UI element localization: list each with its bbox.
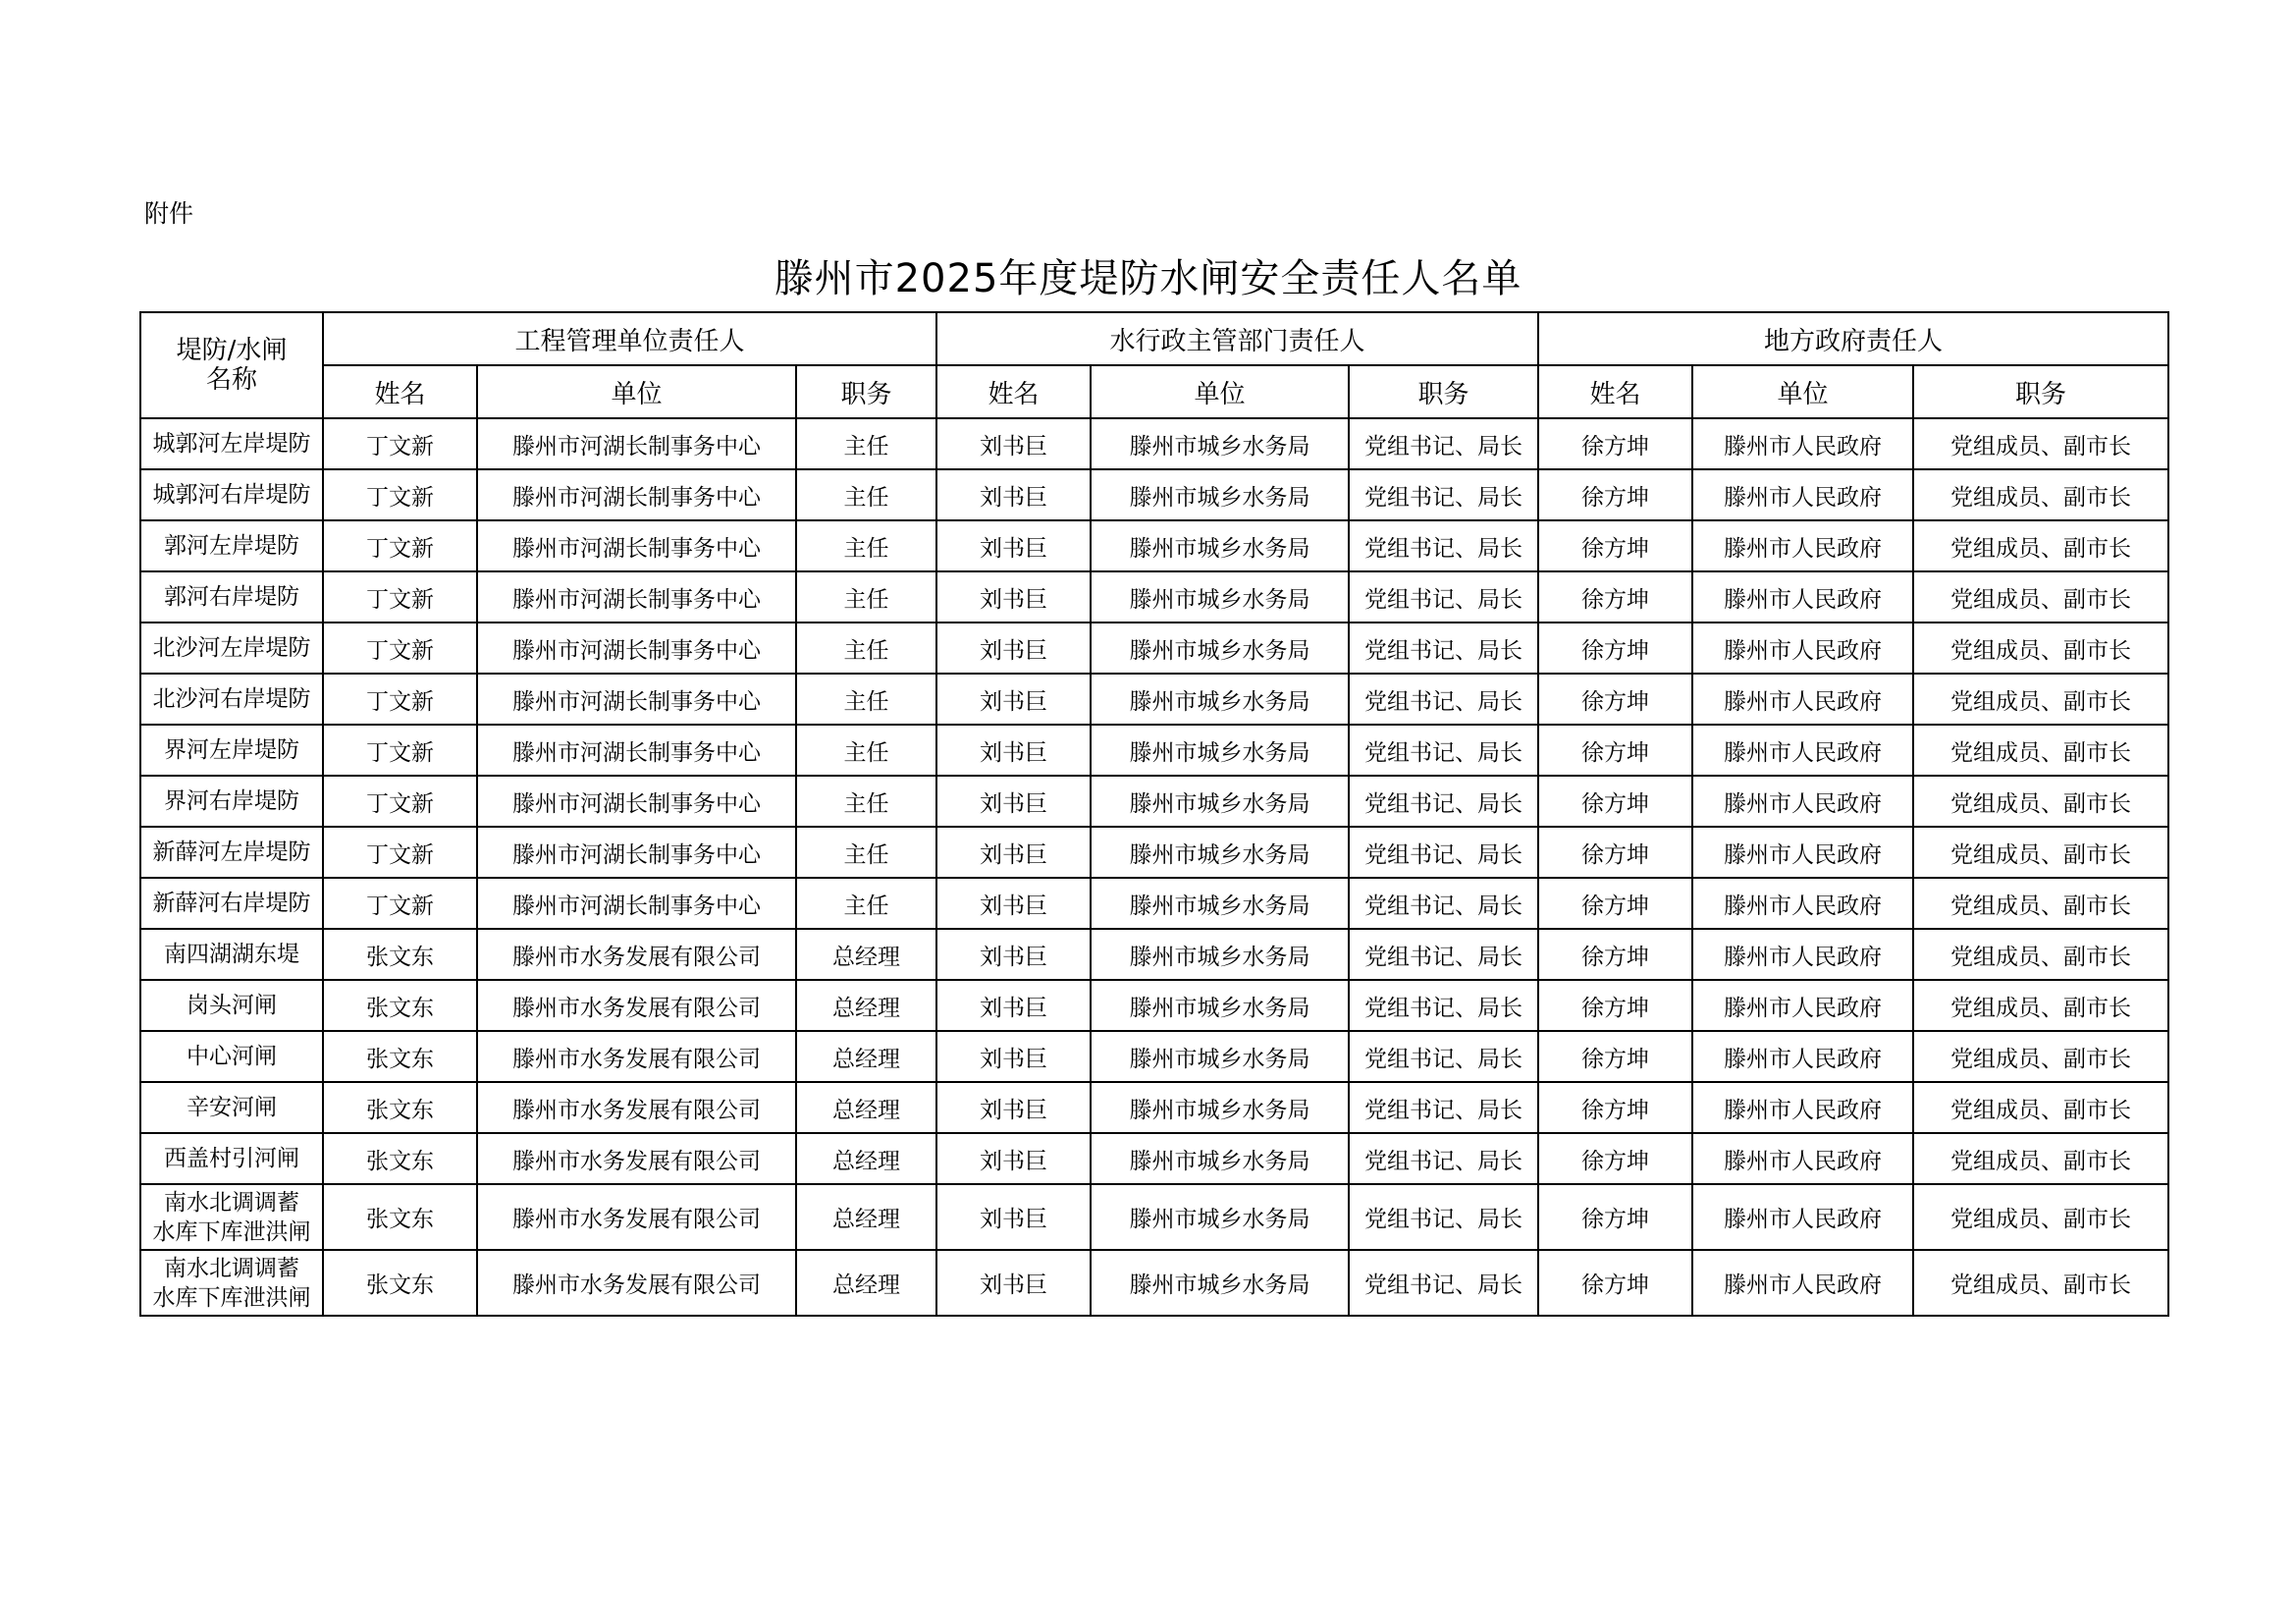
table-row (140, 571, 2168, 623)
table-row (140, 469, 2168, 520)
facility-name-line: 中心河闸 (187, 1044, 277, 1069)
attachment-label: 附件 (144, 199, 194, 228)
cell-facility-name (140, 1082, 323, 1133)
cell-mgmt-person: 张文东 (323, 1082, 477, 1133)
cell-authority-position: 党组书记、局长 (1349, 674, 1538, 725)
cell-authority-unit: 滕州市城乡水务局 (1091, 725, 1349, 776)
cell-gov-position: 党组成员、副市长 (1913, 929, 2168, 980)
cell-authority-position: 党组书记、局长 (1349, 878, 1538, 929)
cell-mgmt-position: 主任 (796, 878, 936, 929)
cell-mgmt-position: 总经理 (796, 1184, 936, 1250)
cell-gov-position: 党组成员、副市长 (1913, 1082, 2168, 1133)
table-body (140, 418, 2168, 1316)
table-row (140, 1082, 2168, 1133)
header-group-local-government: 地方政府责任人 (1538, 312, 2168, 365)
cell-mgmt-position: 主任 (796, 520, 936, 571)
cell-gov-person: 徐方坤 (1538, 929, 1692, 980)
cell-authority-person: 刘书巨 (936, 776, 1091, 827)
cell-authority-position: 党组书记、局长 (1349, 929, 1538, 980)
table-row (140, 980, 2168, 1031)
cell-facility-name (140, 827, 323, 878)
cell-gov-position: 党组成员、副市长 (1913, 571, 2168, 623)
cell-authority-person: 刘书巨 (936, 571, 1091, 623)
cell-mgmt-person: 丁文新 (323, 725, 477, 776)
cell-authority-unit: 滕州市城乡水务局 (1091, 1031, 1349, 1082)
cell-authority-position: 党组书记、局长 (1349, 827, 1538, 878)
cell-mgmt-person: 丁文新 (323, 469, 477, 520)
cell-authority-person: 刘书巨 (936, 469, 1091, 520)
cell-mgmt-position: 主任 (796, 571, 936, 623)
cell-gov-unit: 滕州市人民政府 (1692, 725, 1913, 776)
cell-gov-position: 党组成员、副市长 (1913, 674, 2168, 725)
cell-facility-name (140, 571, 323, 623)
cell-mgmt-person: 张文东 (323, 1031, 477, 1082)
table-row (140, 623, 2168, 674)
cell-mgmt-unit: 滕州市河湖长制事务中心 (477, 520, 796, 571)
cell-authority-person: 刘书巨 (936, 1250, 1091, 1316)
cell-authority-person: 刘书巨 (936, 1184, 1091, 1250)
cell-mgmt-person: 张文东 (323, 929, 477, 980)
cell-mgmt-person: 丁文新 (323, 776, 477, 827)
header-row-sub (140, 365, 2168, 418)
cell-facility-name (140, 418, 323, 469)
cell-authority-person: 刘书巨 (936, 418, 1091, 469)
cell-mgmt-person: 丁文新 (323, 418, 477, 469)
cell-facility-name (140, 520, 323, 571)
cell-facility-name (140, 1031, 323, 1082)
cell-mgmt-person: 张文东 (323, 1133, 477, 1184)
facility-name-line: 水库下库泄洪闸 (152, 1218, 311, 1245)
cell-authority-position: 党组书记、局长 (1349, 1250, 1538, 1316)
cell-gov-person: 徐方坤 (1538, 725, 1692, 776)
cell-mgmt-unit: 滕州市水务发展有限公司 (477, 1250, 796, 1316)
cell-authority-position: 党组书记、局长 (1349, 571, 1538, 623)
table-row (140, 1184, 2168, 1250)
cell-gov-unit: 滕州市人民政府 (1692, 674, 1913, 725)
cell-mgmt-position: 主任 (796, 827, 936, 878)
facility-name-line: 北沙河左岸堤防 (152, 635, 311, 661)
cell-gov-person: 徐方坤 (1538, 1133, 1692, 1184)
table-row (140, 929, 2168, 980)
cell-mgmt-position: 总经理 (796, 980, 936, 1031)
cell-authority-position: 党组书记、局长 (1349, 520, 1538, 571)
cell-authority-unit: 滕州市城乡水务局 (1091, 418, 1349, 469)
cell-mgmt-unit: 滕州市水务发展有限公司 (477, 980, 796, 1031)
cell-gov-position: 党组成员、副市长 (1913, 878, 2168, 929)
cell-facility-name (140, 980, 323, 1031)
table-row (140, 520, 2168, 571)
cell-authority-unit: 滕州市城乡水务局 (1091, 623, 1349, 674)
cell-gov-position: 党组成员、副市长 (1913, 1184, 2168, 1250)
cell-mgmt-person: 丁文新 (323, 674, 477, 725)
cell-gov-person: 徐方坤 (1538, 623, 1692, 674)
cell-authority-unit: 滕州市城乡水务局 (1091, 929, 1349, 980)
cell-mgmt-unit: 滕州市水务发展有限公司 (477, 1082, 796, 1133)
cell-gov-unit: 滕州市人民政府 (1692, 469, 1913, 520)
responsibility-table (139, 311, 2169, 1317)
cell-authority-position: 党组书记、局长 (1349, 469, 1538, 520)
cell-authority-unit: 滕州市城乡水务局 (1091, 571, 1349, 623)
cell-gov-unit: 滕州市人民政府 (1692, 776, 1913, 827)
cell-authority-unit: 滕州市城乡水务局 (1091, 1250, 1349, 1316)
cell-gov-person: 徐方坤 (1538, 878, 1692, 929)
cell-gov-unit: 滕州市人民政府 (1692, 1250, 1913, 1316)
cell-facility-name (140, 1133, 323, 1184)
cell-gov-position: 党组成员、副市长 (1913, 1250, 2168, 1316)
cell-facility-name (140, 674, 323, 725)
cell-gov-person: 徐方坤 (1538, 1250, 1692, 1316)
cell-gov-person: 徐方坤 (1538, 520, 1692, 571)
cell-mgmt-position: 主任 (796, 725, 936, 776)
facility-name-line: 水库下库泄洪闸 (152, 1284, 311, 1311)
cell-authority-position: 党组书记、局长 (1349, 1184, 1538, 1250)
facility-name-line: 西盖村引河闸 (164, 1146, 299, 1171)
cell-gov-person: 徐方坤 (1538, 469, 1692, 520)
cell-gov-unit: 滕州市人民政府 (1692, 418, 1913, 469)
cell-gov-position: 党组成员、副市长 (1913, 980, 2168, 1031)
facility-name-line: 南水北调调蓄 (164, 1189, 299, 1216)
cell-mgmt-position: 主任 (796, 623, 936, 674)
cell-authority-position: 党组书记、局长 (1349, 623, 1538, 674)
cell-mgmt-position: 主任 (796, 469, 936, 520)
cell-mgmt-unit: 滕州市河湖长制事务中心 (477, 827, 796, 878)
cell-authority-person: 刘书巨 (936, 1133, 1091, 1184)
cell-gov-unit: 滕州市人民政府 (1692, 520, 1913, 571)
cell-gov-position: 党组成员、副市长 (1913, 1031, 2168, 1082)
cell-mgmt-position: 主任 (796, 674, 936, 725)
cell-facility-name (140, 929, 323, 980)
table-row (140, 1133, 2168, 1184)
cell-authority-person: 刘书巨 (936, 1082, 1091, 1133)
cell-mgmt-unit: 滕州市河湖长制事务中心 (477, 418, 796, 469)
table-row (140, 878, 2168, 929)
cell-gov-unit: 滕州市人民政府 (1692, 1031, 1913, 1082)
table-row (140, 1250, 2168, 1316)
cell-gov-position: 党组成员、副市长 (1913, 418, 2168, 469)
facility-name-line: 北沙河右岸堤防 (152, 686, 311, 712)
facility-name-line: 界河右岸堤防 (164, 788, 299, 814)
cell-gov-person: 徐方坤 (1538, 980, 1692, 1031)
header-sub-position: 职务 (796, 365, 936, 418)
facility-name-line: 城郭河右岸堤防 (152, 482, 311, 508)
header-row-groups (140, 312, 2168, 365)
cell-authority-unit: 滕州市城乡水务局 (1091, 1133, 1349, 1184)
cell-mgmt-person: 张文东 (323, 980, 477, 1031)
cell-authority-unit: 滕州市城乡水务局 (1091, 674, 1349, 725)
cell-authority-position: 党组书记、局长 (1349, 1133, 1538, 1184)
facility-name-line: 新薛河左岸堤防 (152, 839, 311, 865)
facility-name-line: 郭河左岸堤防 (164, 533, 299, 559)
cell-mgmt-person: 张文东 (323, 1184, 477, 1250)
table-row (140, 776, 2168, 827)
cell-mgmt-person: 张文东 (323, 1250, 477, 1316)
cell-authority-unit: 滕州市城乡水务局 (1091, 1082, 1349, 1133)
cell-authority-person: 刘书巨 (936, 827, 1091, 878)
cell-authority-position: 党组书记、局长 (1349, 418, 1538, 469)
cell-authority-position: 党组书记、局长 (1349, 1082, 1538, 1133)
cell-authority-person: 刘书巨 (936, 623, 1091, 674)
cell-mgmt-unit: 滕州市河湖长制事务中心 (477, 623, 796, 674)
cell-mgmt-position: 总经理 (796, 929, 936, 980)
cell-gov-position: 党组成员、副市长 (1913, 725, 2168, 776)
cell-gov-unit: 滕州市人民政府 (1692, 1133, 1913, 1184)
cell-mgmt-position: 总经理 (796, 1250, 936, 1316)
facility-name-line: 新薛河右岸堤防 (152, 891, 311, 916)
header-sub-position: 职务 (1913, 365, 2168, 418)
cell-authority-unit: 滕州市城乡水务局 (1091, 469, 1349, 520)
facility-name-line: 南四湖湖东堤 (164, 942, 299, 967)
header-sub-unit: 单位 (1692, 365, 1913, 418)
header-sub-name: 姓名 (1538, 365, 1692, 418)
cell-gov-person: 徐方坤 (1538, 571, 1692, 623)
cell-facility-name (140, 1250, 323, 1316)
cell-authority-person: 刘书巨 (936, 929, 1091, 980)
cell-mgmt-unit: 滕州市河湖长制事务中心 (477, 878, 796, 929)
cell-mgmt-person: 丁文新 (323, 878, 477, 929)
cell-authority-unit: 滕州市城乡水务局 (1091, 827, 1349, 878)
cell-mgmt-position: 总经理 (796, 1082, 936, 1133)
cell-mgmt-position: 主任 (796, 418, 936, 469)
cell-gov-unit: 滕州市人民政府 (1692, 1082, 1913, 1133)
cell-authority-unit: 滕州市城乡水务局 (1091, 878, 1349, 929)
cell-mgmt-unit: 滕州市水务发展有限公司 (477, 929, 796, 980)
cell-authority-unit: 滕州市城乡水务局 (1091, 1184, 1349, 1250)
cell-facility-name (140, 776, 323, 827)
cell-mgmt-unit: 滕州市河湖长制事务中心 (477, 725, 796, 776)
cell-authority-person: 刘书巨 (936, 980, 1091, 1031)
cell-gov-person: 徐方坤 (1538, 1082, 1692, 1133)
cell-mgmt-unit: 滕州市水务发展有限公司 (477, 1184, 796, 1250)
cell-gov-person: 徐方坤 (1538, 827, 1692, 878)
cell-authority-person: 刘书巨 (936, 878, 1091, 929)
header-sub-name: 姓名 (323, 365, 477, 418)
header-group-management-unit: 工程管理单位责任人 (323, 312, 936, 365)
cell-authority-person: 刘书巨 (936, 520, 1091, 571)
facility-name-line: 城郭河左岸堤防 (152, 431, 311, 457)
cell-mgmt-unit: 滕州市河湖长制事务中心 (477, 776, 796, 827)
header-group-water-authority: 水行政主管部门责任人 (936, 312, 1538, 365)
header-sub-name: 姓名 (936, 365, 1091, 418)
cell-facility-name (140, 725, 323, 776)
facility-name-line: 南水北调调蓄 (164, 1255, 299, 1281)
cell-gov-unit: 滕州市人民政府 (1692, 929, 1913, 980)
table-row (140, 827, 2168, 878)
cell-mgmt-person: 丁文新 (323, 520, 477, 571)
cell-gov-position: 党组成员、副市长 (1913, 827, 2168, 878)
cell-gov-unit: 滕州市人民政府 (1692, 827, 1913, 878)
facility-name-line: 岗头河闸 (187, 993, 277, 1018)
cell-mgmt-unit: 滕州市河湖长制事务中心 (477, 674, 796, 725)
cell-facility-name (140, 878, 323, 929)
header-name-line-2: 名称 (205, 365, 257, 395)
document-title: 滕州市2025年度堤防水闸安全责任人名单 (774, 256, 1522, 301)
cell-gov-person: 徐方坤 (1538, 1184, 1692, 1250)
cell-mgmt-unit: 滕州市河湖长制事务中心 (477, 469, 796, 520)
cell-authority-person: 刘书巨 (936, 1031, 1091, 1082)
cell-authority-unit: 滕州市城乡水务局 (1091, 980, 1349, 1031)
cell-gov-position: 党组成员、副市长 (1913, 520, 2168, 571)
facility-name-line: 辛安河闸 (187, 1095, 277, 1120)
cell-gov-position: 党组成员、副市长 (1913, 623, 2168, 674)
cell-mgmt-position: 主任 (796, 776, 936, 827)
cell-gov-person: 徐方坤 (1538, 776, 1692, 827)
cell-authority-position: 党组书记、局长 (1349, 776, 1538, 827)
cell-facility-name (140, 1184, 323, 1250)
cell-authority-person: 刘书巨 (936, 725, 1091, 776)
header-name-line-1: 堤防/水闸 (176, 336, 288, 365)
cell-mgmt-unit: 滕州市河湖长制事务中心 (477, 571, 796, 623)
header-sub-unit: 单位 (1091, 365, 1349, 418)
cell-gov-unit: 滕州市人民政府 (1692, 980, 1913, 1031)
cell-gov-unit: 滕州市人民政府 (1692, 1184, 1913, 1250)
table-row (140, 725, 2168, 776)
cell-authority-position: 党组书记、局长 (1349, 725, 1538, 776)
cell-gov-position: 党组成员、副市长 (1913, 776, 2168, 827)
header-sub-position: 职务 (1349, 365, 1538, 418)
header-name-column (140, 312, 323, 418)
table-row (140, 674, 2168, 725)
cell-authority-position: 党组书记、局长 (1349, 980, 1538, 1031)
cell-mgmt-unit: 滕州市水务发展有限公司 (477, 1133, 796, 1184)
cell-mgmt-position: 总经理 (796, 1031, 936, 1082)
cell-facility-name (140, 623, 323, 674)
cell-gov-person: 徐方坤 (1538, 1031, 1692, 1082)
cell-mgmt-person: 丁文新 (323, 827, 477, 878)
facility-name-line: 界河左岸堤防 (164, 737, 299, 763)
cell-authority-person: 刘书巨 (936, 674, 1091, 725)
cell-authority-unit: 滕州市城乡水务局 (1091, 776, 1349, 827)
cell-gov-person: 徐方坤 (1538, 418, 1692, 469)
table-row (140, 418, 2168, 469)
cell-facility-name (140, 469, 323, 520)
cell-mgmt-unit: 滕州市水务发展有限公司 (477, 1031, 796, 1082)
cell-gov-person: 徐方坤 (1538, 674, 1692, 725)
cell-mgmt-person: 丁文新 (323, 623, 477, 674)
cell-mgmt-position: 总经理 (796, 1133, 936, 1184)
cell-gov-position: 党组成员、副市长 (1913, 469, 2168, 520)
header-sub-unit: 单位 (477, 365, 796, 418)
cell-gov-position: 党组成员、副市长 (1913, 1133, 2168, 1184)
facility-name-line: 郭河右岸堤防 (164, 584, 299, 610)
cell-gov-unit: 滕州市人民政府 (1692, 571, 1913, 623)
table-row (140, 1031, 2168, 1082)
cell-authority-unit: 滕州市城乡水务局 (1091, 520, 1349, 571)
cell-gov-unit: 滕州市人民政府 (1692, 878, 1913, 929)
cell-mgmt-person: 丁文新 (323, 571, 477, 623)
cell-gov-unit: 滕州市人民政府 (1692, 623, 1913, 674)
cell-authority-position: 党组书记、局长 (1349, 1031, 1538, 1082)
